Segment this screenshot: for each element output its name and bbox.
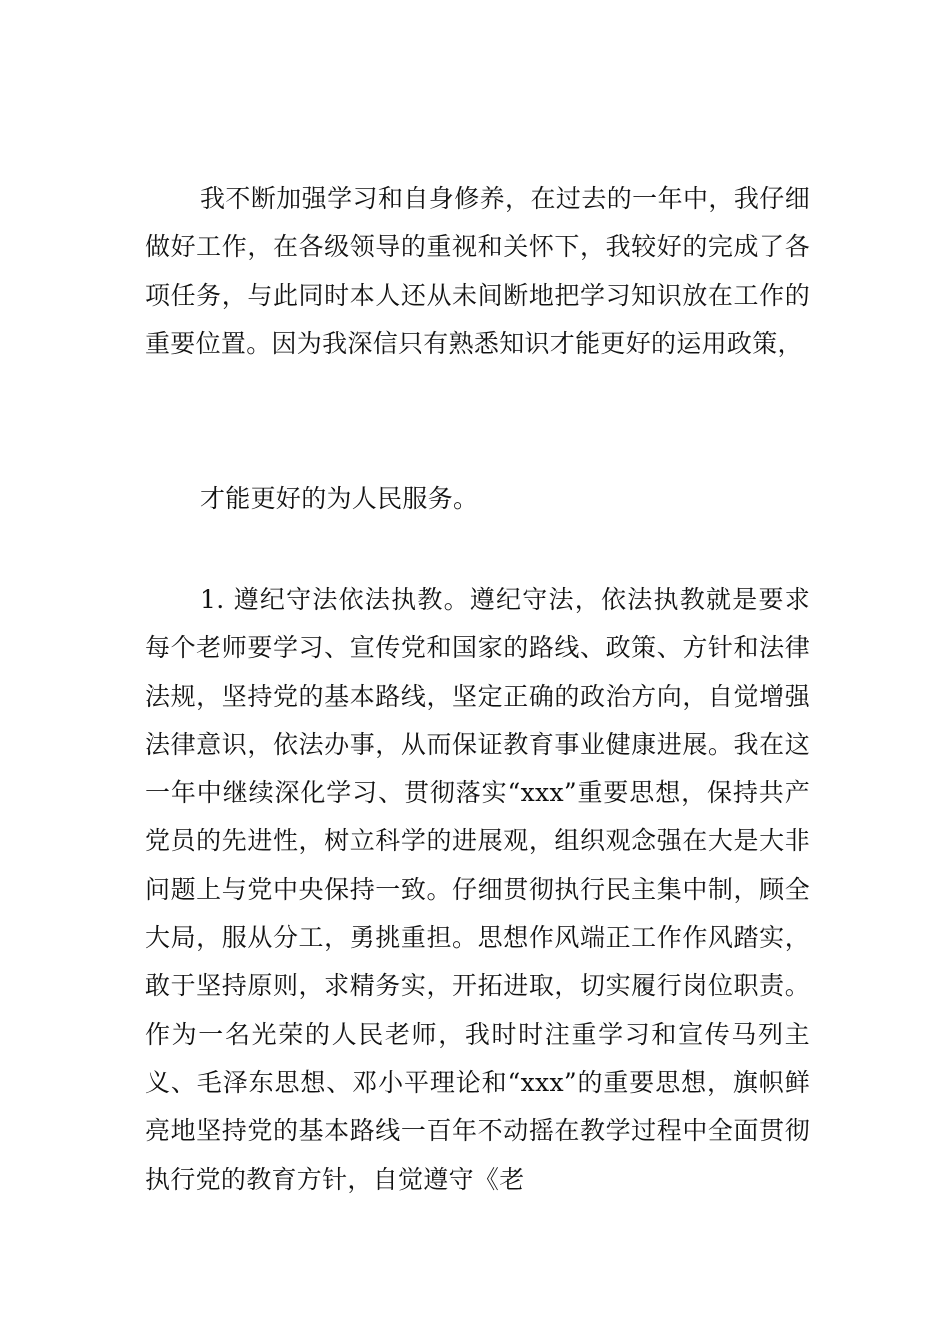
- paragraph-study-and-work: 我不断加强学习和自身修养，在过去的一年中，我仔细做好工作，在各级领导的重视和关怀下，我较好的完成了各项任务，与此同时本人还从未间断地把学习知识放在工作的重要位置。因为我深信只有熟悉知识才能更好的运用政策，: [145, 184, 810, 358]
- paragraph-law-abiding-teaching: 1. 遵纪守法依法执教。遵纪守法，依法执教就是要求每个老师要学习、宣传党和国家的路线、政策、方针和法律法规，坚持党的基本路线，坚定正确的政治方向，自觉增强法律意识，依法办事，从而保证教育事业健康进展。我在这一年中继续深化学习、贯彻落实“xxx”重要思想，保持共产党员的先进性，树立科学的进展观，组织观念强在大是大非问题上与党中央保持一致。仔细贯彻执行民主集中制，顾全大局，服从分工，勇挑重担。思想作风端正工作作风踏实，敢于坚持原则，求精务实，开拓进取，切实履行岗位职责。作为一名光荣的人民老师，我时时注重学习和宣传马列主义、毛泽东思想、邓小平理论和“xxx”的重要思想，旗帜鲜亮地坚持党的基本路线一百年不动摇在教学过程中全面贯彻执行党的教育方针，自觉遵守《老: [145, 585, 810, 1194]
- paragraph-serve-people: 才能更好的为人民服务。: [200, 484, 479, 513]
